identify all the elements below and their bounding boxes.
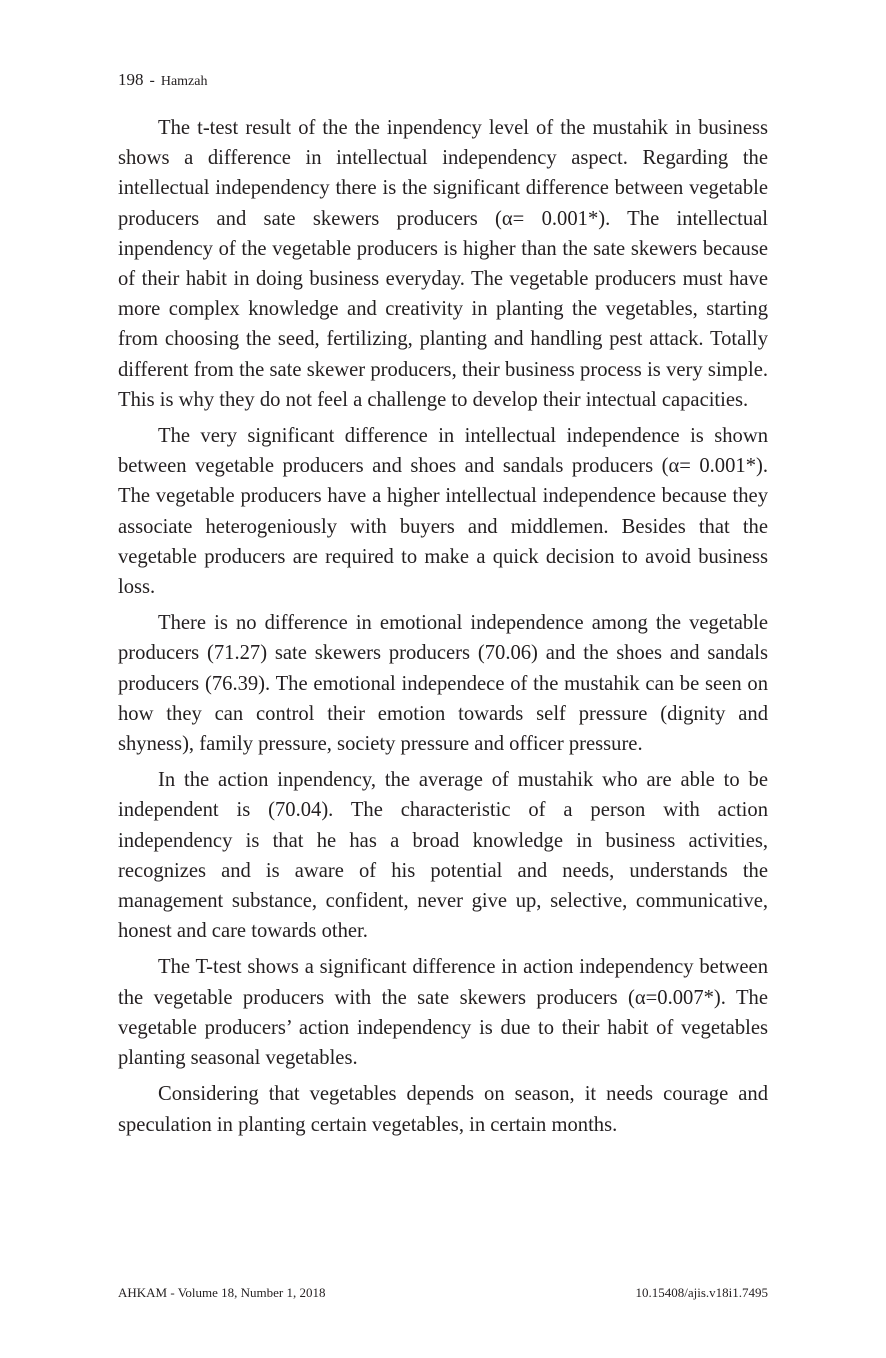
page-footer (118, 1285, 768, 1301)
paragraph-action-average: In the action inpendency, the average of mustahik who are able to be independent is (70.04). The characteristic of a person with action independency is that he has a broad knowledge in business activities, recognizes and is aware of his potential and needs, understands the management substance, confident, never give up, selective, communicative, honest and care towards other. (118, 769, 768, 943)
footer-doi: 10.15408/ajis.v18i1.7495 (635, 1285, 768, 1300)
paragraph-intellectual-ttest: The t-test result of the the inpendency level of the mustahik in business shows a difference in intellectual independency aspect. Regarding the intellectual independency there is the significant difference between vegetable producers and sate skewers producers (α= 0.001*). The intellectual inpendency of the vegetable producers is higher than the sate skewers because of their habit in doing business everyday. The vegetable producers must have more complex knowledge and creativity in planting the vegetables, starting from choosing the seed, fertilizing, planting and handling pest attack. Totally different from the sate skewer producers, their business process is very simple. This is why they do not feel a challenge to develop their intectual capacities. (118, 117, 768, 411)
body-text (118, 113, 768, 1146)
footer-journal-info: AHKAM - Volume 18, Number 1, 2018 (118, 1285, 326, 1300)
running-head (118, 70, 207, 92)
page-number: 198 (118, 70, 144, 89)
paragraph-intellectual-shoes: The very significant difference in intellectual independence is shown between vegetable producers and shoes and sandals producers (α= 0.001*). The vegetable producers have a higher intellectual independence because they associate heterogeniously with buyers and middlemen. Besides that the vegetable producers are required to make a quick decision to avoid business loss. (118, 425, 768, 599)
paragraph-seasonal: Considering that vegetables depends on season, it needs courage and speculation in planting certain vegetables, in certain months. (118, 1083, 768, 1136)
paragraph-emotional: There is no difference in emotional independence among the vegetable producers (71.27) sate skewers producers (70.06) and the shoes and sandals producers (76.39). The emotional independece of the mustahik can be seen on how they can control their emotion towards self pressure (dignity and shyness), family pressure, society pressure and officer pressure. (118, 612, 768, 756)
paragraph-action-ttest: The T-test shows a significant difference in action independency between the vegetable producers with the sate skewers producers (α=0.007*). The vegetable producers’ action independency is due to their habit of vegetables planting seasonal vegetables. (118, 956, 768, 1070)
running-head-author: Hamzah (160, 74, 208, 89)
header-separator: - (149, 72, 155, 89)
